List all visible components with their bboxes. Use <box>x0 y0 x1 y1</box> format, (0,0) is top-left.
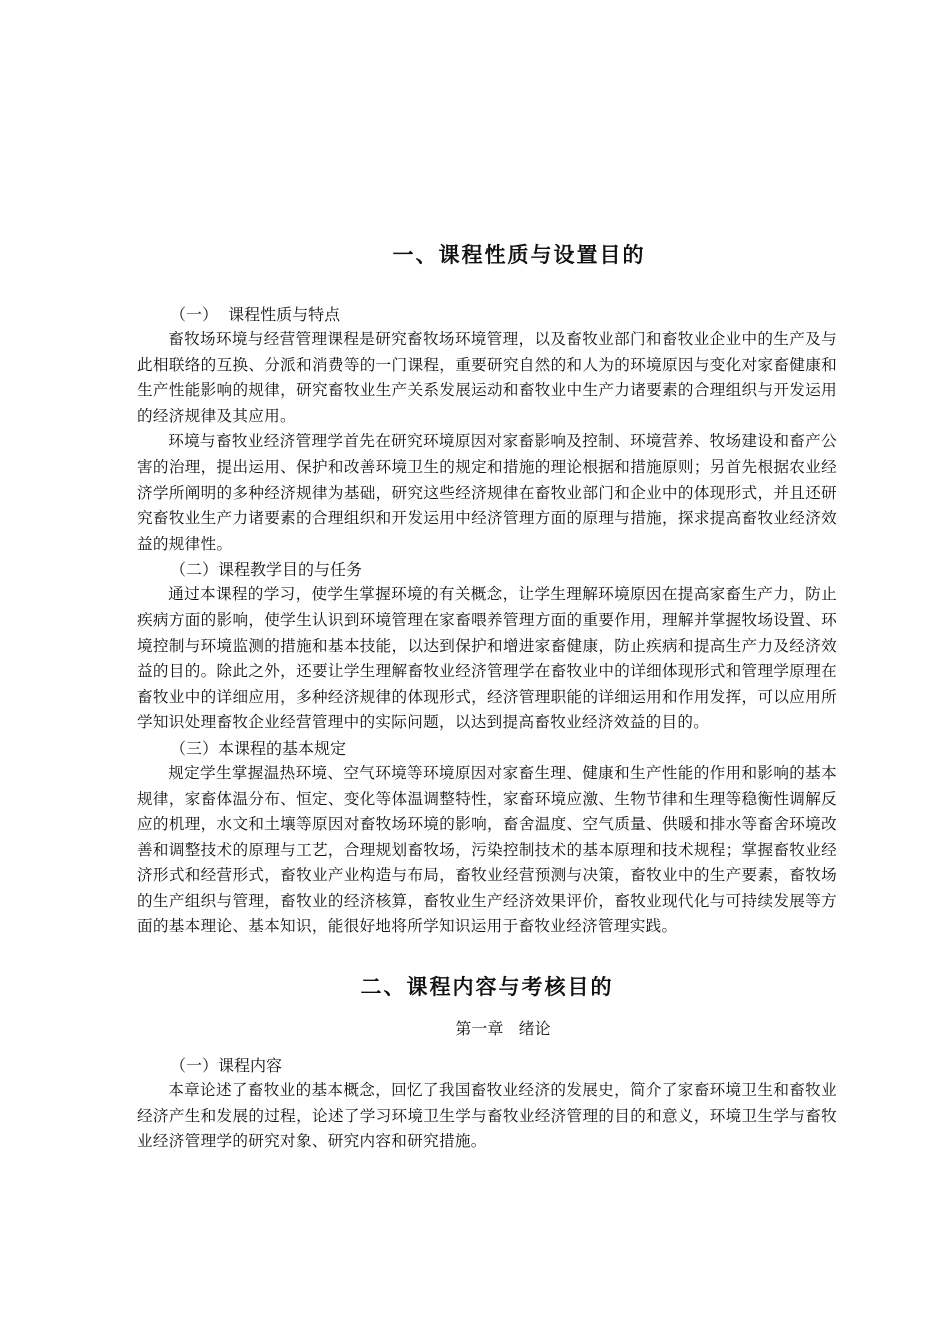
paragraph: 通过本课程的学习，使学生掌握环境的有关概念，让学生理解环境原因在提高家畜生产力，防止疾病方面的影响，使学生认识到环境管理在家畜喂养管理方面的重要作用，理解并掌握牧场设置、环境控制与环境监测的措施和基本技能，以达到保护和增进家畜健康，防止疾病和提高生产力及经济效益的目的。除此之外，还要让学生理解畜牧业经济管理学在畜牧业中的详细体现形式和管理学原理在畜牧业中的详细应用，多种经济规律的体现形式，经济管理职能的详细运用和作用发挥，可以应用所学知识处理畜牧企业经营管理中的实际问题，以达到提高畜牧业经济效益的目的。 <box>137 585 837 732</box>
subsection-heading-course-content: （一）课程内容 <box>170 1056 283 1076</box>
paragraph: 环境与畜牧业经济管理学首先在研究环境原因对家畜影响及控制、环境营养、牧场建设和畜产公害的治理，提出运用、保护和改善环境卫生的规定和措施的理论根据和措施原则；另首先根据农业经济学所阐明的多种经济规律为基础，研究这些经济规律在畜牧业部门和企业中的体现形式，并且还研究畜牧业生产力诸要素的合理组织和开发运用中经济管理方面的原理与措施，探求提高畜牧业经济效益的规律性。 <box>137 432 837 553</box>
paragraph: 规定学生掌握温热环境、空气环境等环境原因对家畜生理、健康和生产性能的作用和影响的基本规律，家畜体温分布、恒定、变化等体温调整特性，家畜环境应激、生物节律和生理等稳衡性调解反应的机理，水文和土壤等原因对畜牧场环境的影响，畜舍温度、空气质量、供暖和排水等畜舍环境改善和调整技术的原理与工艺，合理规划畜牧场，污染控制技术的基本原理和技术规程；掌握畜牧业经济形式和经营形式，畜牧业产业构造与布局，畜牧业经营预测与决策，畜牧业中的生产要素，畜牧场的生产组织与管理，畜牧业的经济核算，畜牧业生产经济效果评价，畜牧业现代化与可持续发展等方面的基本理论、基本知识，能很好地将所学知识运用于畜牧业经济管理实践。 <box>137 763 837 936</box>
paragraph: 本章论述了畜牧业的基本概念，回忆了我国畜牧业经济的发展史，简介了家畜环境卫生和畜牧业经济产生和发展的过程，论述了学习环境卫生学与畜牧业经济管理的目的和意义，环境卫生学与畜牧业经济管理学的研究对象、研究内容和研究措施。 <box>137 1081 837 1151</box>
chapter-title: 第一章 绪论 <box>455 1019 551 1039</box>
paragraph: 畜牧场环境与经营管理课程是研究畜牧场环境管理，以及畜牧业部门和畜牧业企业中的生产及与此相联络的互换、分派和消费等的一门课程，重要研究自然的和人为的环境原因与变化对家畜健康和生产性能影响的规律，研究畜牧业生产关系发展运动和畜牧业中生产力诸要素的合理组织与开发运用的经济规律及其应用。 <box>137 330 837 425</box>
section-title-1: 一、课程性质与设置目的 <box>392 242 646 267</box>
document-content <box>137 240 837 1155</box>
subsection-heading-course-nature: （一） 课程性质与特点 <box>170 305 341 324</box>
subsection-heading-teaching-goals: （二）课程教学目的与任务 <box>170 560 363 580</box>
section-title-2: 二、课程内容与考核目的 <box>360 974 614 1000</box>
subsection-heading-basic-requirements: （三）本课程的基本规定 <box>170 738 347 758</box>
